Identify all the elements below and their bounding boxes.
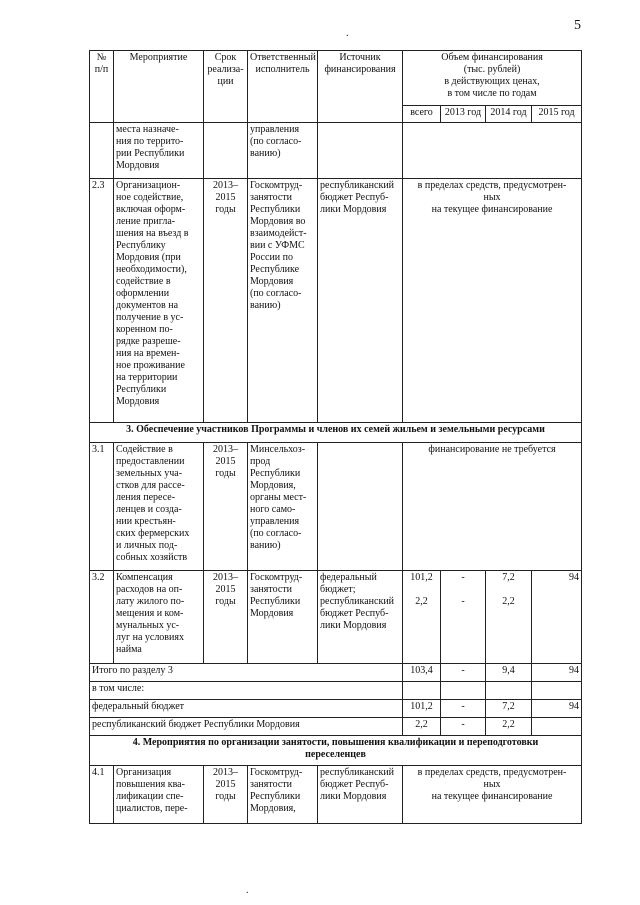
summary-row <box>90 700 582 718</box>
header-row <box>90 51 582 106</box>
row-2014: 7,2 2,2 <box>486 571 532 664</box>
header-total: всего <box>403 106 441 123</box>
row-responsible: Госкомтруд- занятости Республики Мордовия, <box>248 766 318 824</box>
cont-responsible: управления (по согласо- ванию) <box>248 123 318 179</box>
row-2013: - - <box>441 571 486 664</box>
row-term: 2013– 2015 годы <box>204 179 248 423</box>
summary-label: в том числе: <box>90 682 403 700</box>
summary-2014: 2,2 <box>486 718 532 736</box>
section-title-row <box>90 423 582 443</box>
cont-event: места назначе- ния по террито- рии Республики Мордовия <box>114 123 204 179</box>
section-4-title: 4. Мероприятия по организации занятости, повышения квалификации и переподготовки переселенцев <box>90 736 582 766</box>
header-num: № п/п <box>90 51 114 123</box>
row-source: республиканский бюджет Респуб- лики Мордовия <box>318 179 403 423</box>
summary-2013: - <box>441 664 486 682</box>
summary-total: 103,4 <box>403 664 441 682</box>
row-event: Содействие в предоставлении земельных уча- стков для рассе- ления пересе- ленцев и созда- нии крестьян- ских фермерских и личных под- собных хозяйств <box>114 443 204 571</box>
summary-2013 <box>441 682 486 700</box>
section-3-title: 3. Обеспечение участников Программы и членов их семей жильем и земельными ресурсами <box>90 423 582 443</box>
summary-total: 2,2 <box>403 718 441 736</box>
scan-dot: . <box>246 885 249 896</box>
row-term: 2013– 2015 годы <box>204 766 248 824</box>
header-term: Срок реализа- ции <box>204 51 248 123</box>
section-title-row <box>90 736 582 766</box>
header-2014: 2014 год <box>486 106 532 123</box>
summary-total <box>403 682 441 700</box>
row-funding: финансирование не требуется <box>403 443 582 571</box>
header-responsible: Ответственный исполнитель <box>248 51 318 123</box>
row-num: 4.1 <box>90 766 114 824</box>
summary-2015 <box>532 682 582 700</box>
header-2013: 2013 год <box>441 106 486 123</box>
header-2015: 2015 год <box>532 106 582 123</box>
program-table <box>89 50 582 824</box>
row-funding: в пределах средств, предусмотрен- ных на текущее финансирование <box>403 179 582 423</box>
table-row <box>90 766 582 824</box>
table-row <box>90 443 582 571</box>
row-source: федеральный бюджет; республиканский бюджет Респуб- лики Мордовия <box>318 571 403 664</box>
summary-label: федеральный бюджет <box>90 700 403 718</box>
summary-2014 <box>486 682 532 700</box>
summary-row <box>90 718 582 736</box>
header-event: Мероприятие <box>114 51 204 123</box>
row-responsible: Госкомтруд- занятости Республики Мордовия во взаимодейст- вии с УФМС России по Республике Мордовия (по согласо- ванию) <box>248 179 318 423</box>
summary-2015 <box>532 718 582 736</box>
summary-row <box>90 682 582 700</box>
summary-total: 101,2 <box>403 700 441 718</box>
summary-label: Итого по разделу 3 <box>90 664 403 682</box>
row-term: 2013– 2015 годы <box>204 443 248 571</box>
summary-2014: 9,4 <box>486 664 532 682</box>
row-source: республиканский бюджет Респуб- лики Мордовия <box>318 766 403 824</box>
table-row <box>90 123 582 179</box>
summary-2013: - <box>441 700 486 718</box>
row-event: Организация повышения ква- лификации спе- циалистов, пере- <box>114 766 204 824</box>
row-2015: 94 <box>532 571 582 664</box>
row-responsible: Минсельхоз- прод Республики Мордовия, органы мест- ного само- управления (по согласо- ванию) <box>248 443 318 571</box>
row-responsible: Госкомтруд- занятости Республики Мордовия <box>248 571 318 664</box>
header-source: Источник финансирования <box>318 51 403 123</box>
summary-2015: 94 <box>532 664 582 682</box>
table-row <box>90 571 582 664</box>
summary-2015: 94 <box>532 700 582 718</box>
row-term: 2013– 2015 годы <box>204 571 248 664</box>
table-row <box>90 179 582 423</box>
row-num: 3.2 <box>90 571 114 664</box>
summary-label: республиканский бюджет Республики Мордовия <box>90 718 403 736</box>
header-volume: Объем финансирования (тыс. рублей) в действующих ценах, в том числе по годам <box>403 51 582 106</box>
summary-2014: 7,2 <box>486 700 532 718</box>
row-event: Компенсация расходов на оп- лату жилого по- мещения и ком- мунальных ус- луг на условиях найма <box>114 571 204 664</box>
row-num: 3.1 <box>90 443 114 571</box>
summary-2013: - <box>441 718 486 736</box>
summary-row <box>90 664 582 682</box>
row-total: 101,2 2,2 <box>403 571 441 664</box>
row-funding: в пределах средств, предусмотрен- ных на текущее финансирование <box>403 766 582 824</box>
scan-dot: . <box>346 28 349 39</box>
page-number: 5 <box>574 18 581 33</box>
row-event: Организацион- ное содействие, включая оформ- ление пригла- шения на въезд в Республику Мордовия (при необходимости), содействие в оформлении документов на получение в ус- коренном по- рядке разреше- ния на времен- ное проживание на территории Республики Мордовия <box>114 179 204 423</box>
row-num: 2.3 <box>90 179 114 423</box>
